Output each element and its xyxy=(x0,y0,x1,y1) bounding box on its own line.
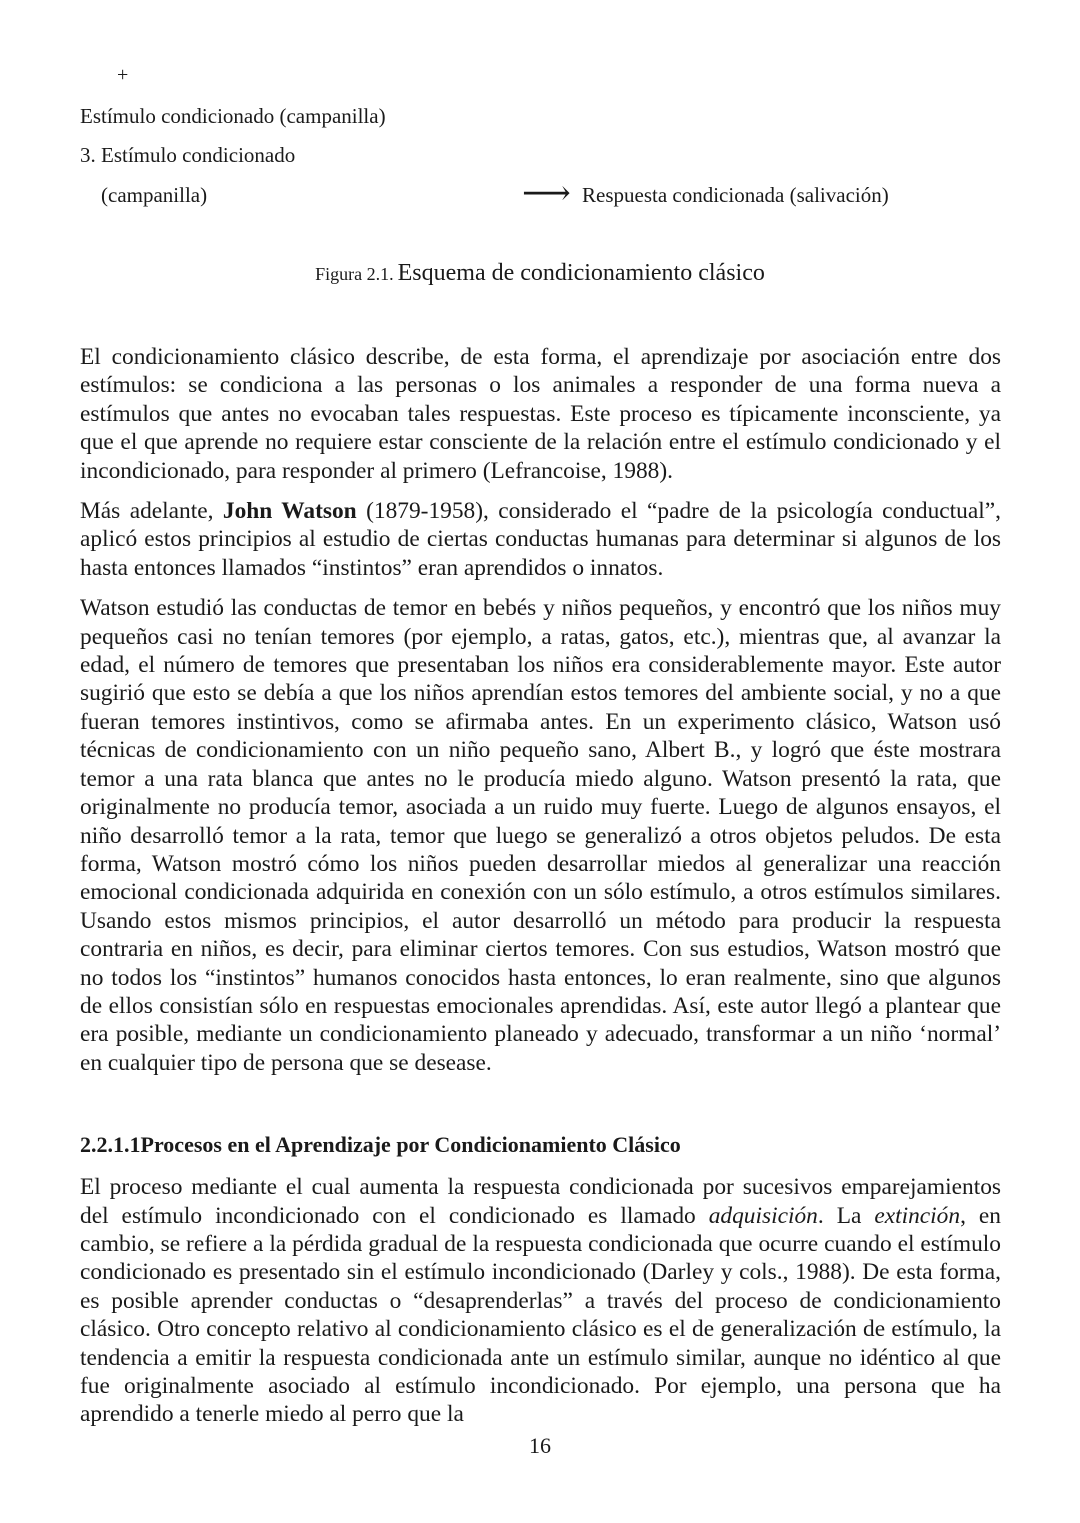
paragraph-3: Watson estudió las conductas de temor en bebés y niños pequeños, y encontró que los niños muy pequeños casi no tenían temores (por ejemplo, a ratas, gatos, etc.), mientras que, al avanzar la edad, el número de temores que presentaban los niños era considerablemente mayor. Este autor sugirió que esto se debía a que los niños aprendían estos temores del ambiente social, y no a que fueran temores instintivos, como se afirmaba antes. En un experimento clásico, Watson usó técnicas de condicionamiento con un niño pequeño sano, Albert B., y logró que éste mostrara temor a una rata blanca que antes no le producía miedo alguno. Watson presentó la rata, que originalmente no producía temor, asociada a un ruido muy fuerte. Luego de algunos ensayos, el niño desarrolló temor a la rata, temor que luego se generalizó a otros objetos peludos. De esta forma, Watson mostró cómo los niños pueden desarrollar miedos al generalizar una reacción emocional condicionada adquirida en conexión con un sólo estímulo, a otros estímulos similares. Usando estos mismos principios, el autor desarrolló un método para producir la respuesta contraria en niños, es decir, para eliminar ciertos temores. Con sus estudios, Watson mostró que no todos los “instintos” humanos conocidos hasta entonces, lo eran realmente, sino que algunos de ellos consistían sólo en respuestas emocionales aprendidas. Así, este autor llegó a plantear que era posible, mediante un condicionamiento planeado y adecuado, transformar a un niño ‘normal’ en cualquier tipo de persona que se desease. xyxy=(80,595,1001,1076)
figure-label: Figura 2.1. xyxy=(315,264,394,284)
body-text xyxy=(80,343,1001,1441)
paragraph-2-start: Más adelante, xyxy=(80,498,223,525)
section-heading: 2.2.1.1Procesos en el Aprendizaje por Condicionamiento Clásico xyxy=(80,1132,681,1158)
term-adquisicion: adquisición xyxy=(708,1202,818,1229)
paragraph-4-part-b: . La xyxy=(817,1202,875,1229)
schema-step-3: 3. Estímulo condicionado xyxy=(80,143,296,167)
page-number: 16 xyxy=(529,1433,551,1458)
term-extincion: extinción xyxy=(874,1202,961,1229)
figure-caption xyxy=(0,260,1080,287)
paragraph-4-part-c: , en cambio, se refiere a la pérdida gradual de la respuesta condicionada que ocurre cuando el estímulo condicionado es presentado sin el estímulo incondicionado (Darley y cols., 1988). De esta forma, es posible aprender conductas o “desaprenderlas” a través del proceso de condicionamiento clásico. Otro concepto relativo al condicionamiento clásico es el de generalización de estímulo, la tendencia a emitir la respuesta condicionada ante un estímulo similar, aunque no idéntico al que fue originalmente asociado al estímulo incondicionado. Por ejemplo, una persona que ha aprendido a tenerle miedo al perro que la xyxy=(80,1202,1001,1428)
paragraph-2 xyxy=(80,497,1001,582)
paragraph-1: El condicionamiento clásico describe, de esta forma, el aprendizaje por asociación entre dos estímulos: se condiciona a las personas o los animales a responder de una forma nueva a estímulos que antes no evocaban tales respuestas. Este proceso es típicamente inconsciente, ya que el que aprende no requiere estar consciente de la relación entre el estímulo condicionado y el incondicionado, para responder al primero (Lefrancoise, 1988). xyxy=(80,344,1001,484)
schema-step-3-bell: (campanilla) xyxy=(101,183,208,207)
author-name-bold: John Watson xyxy=(222,498,357,525)
paragraph-2-end: (1879-1958), considerado el “padre de la psicología conductual”, aplicó estos principios al estudio de ciertas conductas humanas para determinar si algunos de los hasta entonces llamados “instintos” eran aprendidos o innatos. xyxy=(80,498,1001,581)
paragraph-4-part-a: El proceso mediante el cual aumenta la respuesta condicionada por sucesivos emparejamientos del estímulo incondicionado con el condicionado es llamado xyxy=(80,1174,1001,1229)
schema-conditioned-response: Respuesta condicionada (salivación) xyxy=(582,183,889,207)
plus-sign: + xyxy=(117,64,129,86)
paragraph-4 xyxy=(80,1173,1001,1429)
figure-caption-text: Esquema de condicionamiento clásico xyxy=(397,260,765,286)
arrow-right-icon: ⟶ xyxy=(522,175,571,212)
schema-line-conditioned-stimulus: Estímulo condicionado (campanilla) xyxy=(80,104,386,128)
